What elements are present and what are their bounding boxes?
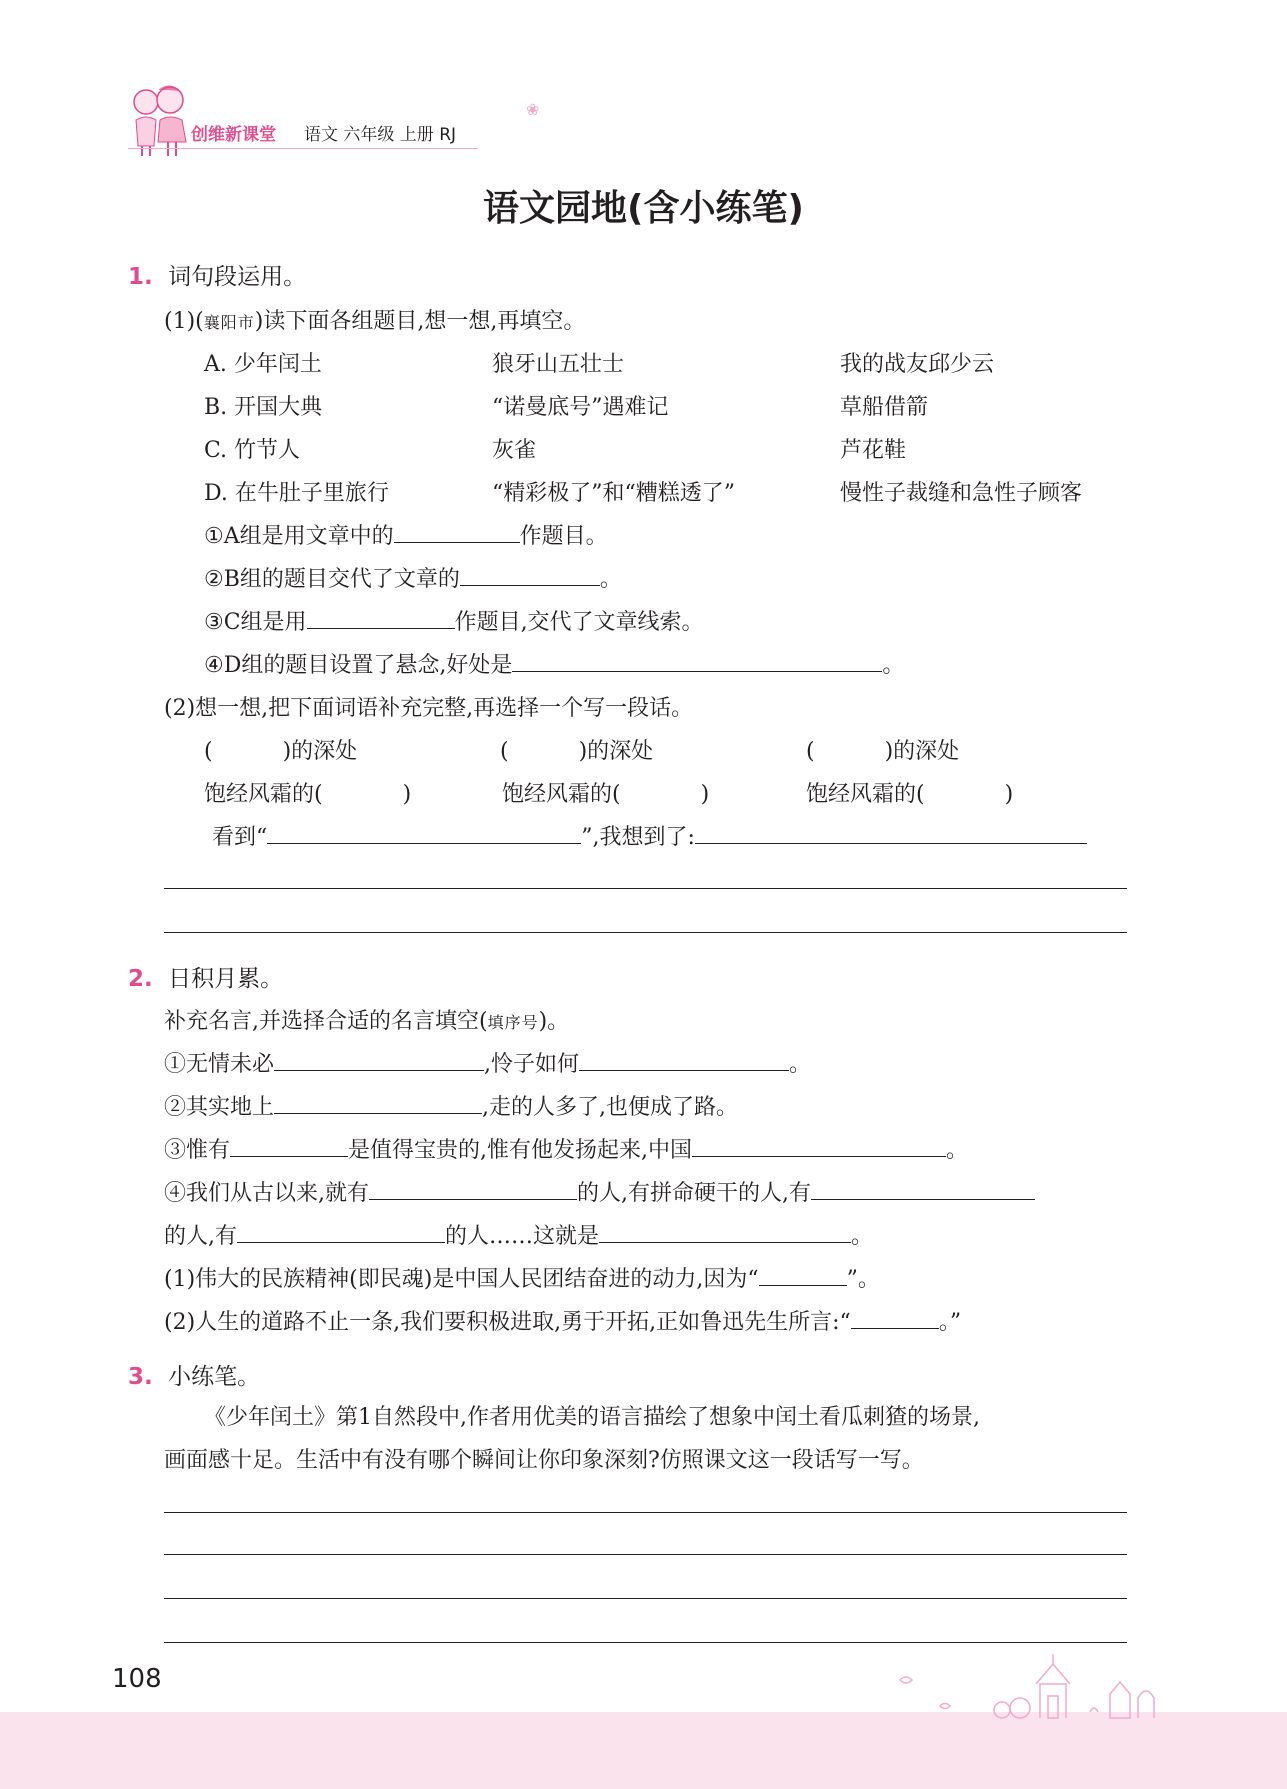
q3-heading (128, 1358, 260, 1391)
l3-a: ③惟有 (164, 1138, 231, 1163)
frost-2[interactable] (502, 777, 709, 808)
select-line-2 (164, 1305, 961, 1336)
group-c-col1: C. 竹节人 (204, 438, 301, 463)
series-name: 创维新课堂 (191, 125, 276, 145)
group-c-col3: 芦花鞋 (840, 438, 907, 463)
fill1-text-b: 作题目。 (519, 524, 608, 549)
book-info: 语文 六年级 上册 RJ (304, 125, 457, 145)
fill-line-4 (204, 648, 904, 679)
part1-text: )读下面各组题目,想一想,再填空。 (254, 309, 586, 334)
l5-blank-2[interactable] (599, 1220, 851, 1243)
q3-write-line-2[interactable] (164, 1554, 1127, 1555)
group-c-col2: 灰雀 (492, 438, 537, 463)
part1-prefix: (1)( (164, 309, 204, 334)
l5-b: 的人……这就是 (445, 1224, 600, 1249)
deep-2[interactable] (500, 734, 653, 765)
l5-blank-1[interactable] (237, 1220, 445, 1243)
fill-line-3 (204, 605, 704, 636)
fill2-text-b: 。 (599, 567, 622, 592)
l1-a: ①无情未必 (164, 1052, 275, 1077)
see-line (212, 820, 1087, 851)
l3-b: 是值得宝贵的,惟有他发扬起来,中国 (348, 1138, 693, 1163)
deep-1[interactable] (204, 734, 357, 765)
q2-title: 日积月累。 (168, 966, 284, 992)
q1-write-line-2[interactable] (164, 932, 1127, 933)
fill3-text-b: 作题目,交代了文章线索。 (454, 610, 704, 635)
frost-3[interactable] (806, 777, 1013, 808)
select-line-1 (164, 1262, 880, 1293)
s2-a: (2)人生的道路不止一条,我们要积极进取,勇于开拓,正如鲁迅先生所言:“ (164, 1310, 851, 1335)
fill1-text-a: ①A组是用文章中的 (204, 524, 394, 549)
fill2-blank[interactable] (460, 563, 600, 586)
quote-line-1 (164, 1047, 811, 1078)
frost-2-close: ) (700, 782, 710, 807)
l2-blank[interactable] (274, 1091, 482, 1114)
fill4-text-a: ④D组的题目设置了悬念,好处是 (204, 653, 513, 678)
l5-c: 。 (851, 1224, 874, 1249)
group-a-col2: 狼牙山五壮士 (492, 352, 625, 377)
header-underline (128, 148, 478, 149)
q3-title: 小练笔。 (168, 1364, 261, 1390)
quote-line-3 (164, 1133, 968, 1164)
l4-blank-2[interactable] (811, 1177, 1035, 1200)
deep-3[interactable] (806, 734, 959, 765)
q1-heading (128, 258, 306, 291)
deep-2-open: ( (500, 739, 509, 764)
q3-write-line-3[interactable] (164, 1598, 1127, 1599)
see-text-a: 看到“ (212, 825, 268, 850)
s1-a: (1)伟大的民族精神(即民魂)是中国人民团结奋进的动力,因为“ (164, 1267, 759, 1292)
fill3-blank[interactable] (307, 606, 455, 629)
group-a-col3: 我的战友邱少云 (840, 352, 995, 377)
l3-blank-1[interactable] (230, 1134, 348, 1157)
deep-1-close: )的深处 (282, 739, 358, 764)
q1-part2-prompt: (2)想一想,把下面词语补充完整,再选择一个写一段话。 (164, 696, 694, 721)
q1-part1-prompt (164, 304, 585, 335)
q3-write-line-1[interactable] (164, 1512, 1127, 1513)
page-title: 语文园地(含小练笔) (483, 188, 804, 229)
header (128, 80, 540, 160)
s1-blank[interactable] (759, 1263, 847, 1286)
group-b-col3: 草船借箭 (840, 395, 929, 420)
frost-3-close: ) (1004, 782, 1014, 807)
kids-mascot-icon (128, 80, 190, 156)
group-a-col1: A. 少年闰土 (204, 352, 322, 377)
l4-blank-1[interactable] (369, 1177, 577, 1200)
see-text-b: ”,我想到了: (581, 825, 695, 850)
fill4-blank[interactable] (512, 649, 882, 672)
fill4-text-b: 。 (882, 653, 905, 678)
q1-number: 1. (128, 264, 153, 290)
l3-c: 。 (946, 1138, 969, 1163)
deep-3-close: )的深处 (884, 739, 960, 764)
fill3-text-a: ③C组是用 (204, 610, 307, 635)
fill1-blank[interactable] (394, 520, 520, 543)
see-answer-blank[interactable] (695, 821, 1087, 844)
q2-intro (164, 1004, 569, 1035)
butterfly-icon: ❀ (526, 100, 540, 119)
s2-blank[interactable] (851, 1306, 939, 1329)
l3-blank-2[interactable] (692, 1134, 946, 1157)
s1-b: ”。 (846, 1267, 880, 1292)
l5-a: 的人,有 (164, 1224, 237, 1249)
quote-line-5 (164, 1219, 873, 1250)
l1-blank-1[interactable] (274, 1048, 484, 1071)
fill-line-2 (204, 562, 622, 593)
fill2-text-a: ②B组的题目交代了文章的 (204, 567, 460, 592)
l4-a: ④我们从古以来,就有 (164, 1181, 369, 1206)
page-number: 108 (112, 1664, 162, 1694)
q3-write-line-4[interactable] (164, 1642, 1127, 1643)
q3-number: 3. (128, 1364, 153, 1390)
l4-b: 的人,有拼命硬干的人,有 (577, 1181, 811, 1206)
q2-heading (128, 960, 283, 993)
frost-1-open: 饱经风霜的( (204, 782, 323, 807)
q3-para-line-2: 画面感十足。生活中有没有哪个瞬间让你印象深刻?仿照课文这一段话写一写。 (164, 1448, 924, 1473)
deep-2-close: )的深处 (578, 739, 654, 764)
q2-intro-a: 补充名言,并选择合适的名言填空( (164, 1009, 488, 1034)
q2-intro-b: )。 (538, 1009, 570, 1034)
q1-write-line-1[interactable] (164, 888, 1127, 889)
deep-1-open: ( (204, 739, 213, 764)
l1-c: 。 (789, 1052, 812, 1077)
castle-decoration-icon (880, 1650, 1170, 1720)
l2-a: ②其实地上 (164, 1095, 275, 1120)
see-blank[interactable] (267, 821, 581, 844)
l2-b: ,走的人多了,也便成了路。 (482, 1095, 739, 1120)
l1-b: ,怜子如何 (484, 1052, 580, 1077)
fill-line-1 (204, 519, 608, 550)
frost-3-open: 饱经风霜的( (806, 782, 925, 807)
group-b-col1: B. 开国大典 (204, 395, 323, 420)
quote-line-2 (164, 1090, 738, 1121)
frost-2-open: 饱经风霜的( (502, 782, 621, 807)
frost-1[interactable] (204, 777, 411, 808)
s2-b: 。” (938, 1310, 962, 1335)
footer-band (0, 1712, 1287, 1789)
frost-1-close: ) (402, 782, 412, 807)
group-d-col2: “精彩极了”和“糟糕透了” (492, 481, 735, 506)
group-b-col2: “诺曼底号”遇难记 (492, 395, 669, 420)
q2-number: 2. (128, 966, 153, 992)
group-d-col3: 慢性子裁缝和急性子顾客 (840, 481, 1083, 506)
q3-para-line-1: 《少年闰土》第1自然段中,作者用优美的语言描绘了想象中闰土看瓜刺猹的场景, (204, 1405, 980, 1430)
deep-3-open: ( (806, 739, 815, 764)
q1-title: 词句段运用。 (168, 264, 307, 290)
q2-intro-small: 填序号 (487, 1013, 539, 1032)
group-d-col1: D. 在牛肚子里旅行 (204, 481, 389, 506)
quote-line-4 (164, 1176, 1035, 1207)
source-city: 襄阳市 (203, 313, 255, 332)
l1-blank-2[interactable] (579, 1048, 789, 1071)
